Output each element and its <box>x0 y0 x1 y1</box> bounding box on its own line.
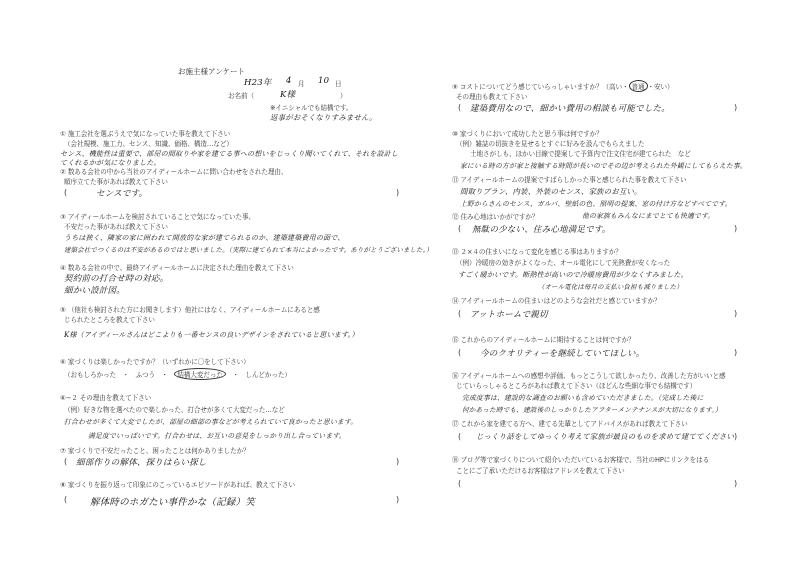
q3-question-2: 不安だった事があれば教えて下さい <box>64 223 168 231</box>
q11-answer-2: 上野からさんのセンス、ガルバ、壁紙の色、照明の提案、窓の付け方などすべてです。 <box>460 200 732 208</box>
q10-answer: 家にいる時の方が家と接触する時間が長いのでその辺が考えられた外観にしてもらえた事。 <box>460 162 747 170</box>
q3-answer-1: うちは狭く、隣家の家に囲われて開放的な家が建てられるのか、建築建築費用の面で、 <box>64 234 345 242</box>
paren-left: ( <box>458 224 462 233</box>
q1-question: ① 施工会社を選ぶうえで気になっていた事を教えて下さい <box>60 130 231 138</box>
reply-note: 返事がおそくなりすみません。 <box>270 113 377 122</box>
q4-question: ④ 数ある会社の中で、最終アイディールホームに決定された理由を教えて下さい <box>60 264 294 272</box>
q18-question-2: ことにご了承いただけるお客様はアドレスを教えて下さい <box>456 467 625 475</box>
q4-answer-1: 契約前の打合せ時の対応。 <box>64 274 169 284</box>
q17-answer: じっくり話をしてゆっくり考えて家族が最良のものを求めて建ててください <box>476 432 735 441</box>
date-month-unit: 月 <box>298 80 305 88</box>
q6-2-answer-2: 満足度でいっぱいです。打合わせは、お互いの意見をしっかり出し合っています。 <box>88 432 346 440</box>
q17-question: ⑰ これから家を建てる方へ、建てる先輩としてアドバイスがあれば教えて下さい <box>452 420 688 428</box>
q10-question: ⑩ 家づくりにおいて成功したと思う事は何ですか？ <box>452 130 603 138</box>
q13-question: ⑬ ２×４の住まいになって変化を感じる事はありますか？ <box>452 248 622 256</box>
q9-answer: 建築費用なので、細かい費用の相談も可能でした。 <box>470 104 670 114</box>
q12-question: ⑫ 住み心地はいかがですか？ <box>452 213 539 221</box>
paren-left: ( <box>458 432 462 441</box>
date-day-unit: 日 <box>335 80 342 88</box>
q10-example-2: 土地さがしも、ほかい目線で提案して予算内で注文住宅が建てられた など <box>470 150 691 158</box>
q12-answer: 無駄の少ない、住み心地満足です。 <box>472 225 611 235</box>
paren-right: ) <box>734 103 738 112</box>
q2-question: ② 数ある会社の中から当社のアイディールホームに問い合わせをされた理由、 <box>60 168 288 176</box>
q6-2-answer-1: 打合わせが多くて大変でしたが、部屋の細部の事などが考えられていて良かったと思います。 <box>64 418 358 426</box>
q8-question: ⑧ 家づくりを振り返って印象にのこっているエピソードがあれば、教えて下さい <box>60 481 295 489</box>
q11-question: ⑪ アイディールホームの提案ですばらしかった事と感じられた事を教えて下さい <box>452 176 687 184</box>
paren-right: ) <box>396 495 400 504</box>
q16-question: ⑯ アイディールホームへの感想や評価、もっとこうして欲しかったり、改善した方がいいと感 <box>452 372 726 380</box>
q14-answer: アットホームで親切 <box>470 310 548 320</box>
q14-question: ⑭ アイディールホームの住まいはどのような会社だと感じていますか？ <box>452 297 661 305</box>
paren-right: ) <box>734 224 738 233</box>
paren-right: ) <box>734 309 738 318</box>
paren-left: ( <box>64 188 68 197</box>
q5-question: ⑤ （他社も検討された方にお聞きします）他社にはなく、アイディールホームにあると感 <box>60 306 320 314</box>
q7-answer: 細部作りの解体、探りはらい探し <box>76 458 207 468</box>
date-year: H23年 <box>244 78 272 88</box>
paren-right: ) <box>734 432 738 441</box>
q11-answer-1: 間取りプラン、内装、外装のセンス、家族のお互い。 <box>460 187 642 196</box>
q18-question: ⑱ ブログ等で家づくりについて紹介いただいているお客様で、当社のHPにリンクをはる <box>452 456 710 464</box>
q9-question-2: その理由も教えて下さい <box>456 93 528 101</box>
date-day: 10 <box>318 76 330 86</box>
survey-title: お施主様アンケート <box>178 67 246 76</box>
paren-right: ) <box>734 348 738 357</box>
paren-left: ( <box>64 457 68 466</box>
q1-options: （会社規模、施工力、センス、知識、価格、構造…など） <box>64 140 233 148</box>
name-value: K様 <box>280 90 296 100</box>
initial-note: ※イニシャルでも結構です。 <box>270 104 353 112</box>
q9-selected-option: 普通 <box>629 80 648 92</box>
paren-right: ) <box>396 188 400 197</box>
q13-answer-2: （オール電化は毎月の支払い負担も減りました） <box>538 283 683 291</box>
q2-question-2: 順序立てた事があれば教えて下さい <box>64 178 168 186</box>
paren-left: ( <box>458 309 462 318</box>
q6-question: ⑥ 家づくりは楽しかったですか？（いずれかに〇をして下さい） <box>60 358 250 366</box>
q6-2-example: （例）好きな物を選べたので楽しかった、打合せが多くて大変だった…など <box>64 406 285 414</box>
q6-selected-option: 結構大変だった <box>174 368 225 380</box>
q12-note: 他の家族もみんなにまでとても快適です。 <box>582 212 715 220</box>
q5-question-2: じられたところを教えて下さい <box>64 316 155 324</box>
q13-answer-1: すごく暖かいです。断熱性が高いので冷暖房費用が少なくすみました。 <box>458 271 688 279</box>
q3-question: ③ アイディールホームを検討されていることで気になっていた事、 <box>60 213 255 221</box>
name-close: ） <box>340 92 347 100</box>
paren-right: ) <box>734 479 738 488</box>
paren-left: ( <box>458 348 462 357</box>
q7-question: ⑦ 家づくりで不安だったこと、困ったことは何かありましたか？ <box>60 447 250 455</box>
q16-question-2: じていらっしゃるところがあれば教えて下さい（ほどんな些細な事でも結構です） <box>456 382 697 390</box>
q13-example: （例）冷暖房の効きがよくなった、オール電化にして光熱費が安くなった <box>456 259 671 267</box>
q5-answer: K様（アイディールさんはどこよりも一番センスの良いデザインをされていると思います。） <box>64 331 359 339</box>
q8-answer: 解体時のホガたい事件かな（記録）笑 <box>90 497 255 508</box>
q15-answer: 今のクオリティーを継続していてほしい。 <box>480 349 645 359</box>
q10-example-1: （例）雑誌の切抜きを見せるとすぐに好みを汲んでもらえました <box>456 140 645 148</box>
q6-options: （おもしろかった ・ ふつう ・ 結構大変だった ・ しんどかった） <box>64 368 291 380</box>
name-label: お名前（ <box>228 92 254 100</box>
paren-left: ( <box>64 495 68 504</box>
paren-right: ) <box>396 457 400 466</box>
date-month: 4 <box>286 76 292 86</box>
q9-question: ⑨ コストについてどう感じていらっしゃいますか？（高い・ 普通 ・安い） <box>452 80 674 92</box>
q4-answer-2: 細かい設計図。 <box>64 286 125 296</box>
q1-answer: センス、機能性は重要で、部屋の間取りや家を建てる事への想いをじっくり聞いてくれて、それを設計してくれるかが気になりました。 <box>60 150 399 167</box>
q3-answer-2: 建築会社でつくるのは不安があるのではと思いました。（実際に建てられて本当によかったです。ありがとうございました。） <box>64 246 433 254</box>
q15-question: ⑮ これからのアイディールホームに期待することは何ですか？ <box>452 336 635 344</box>
q16-answer-1: 完成度事は、建設的な調査のお願いも含めていただきました。（完成した後に <box>462 394 704 402</box>
q2-answer: センスです。 <box>96 189 148 199</box>
paren-left: ( <box>458 103 462 112</box>
q6-2-question: ⑥−２ その理由を教えて下さい <box>60 394 152 402</box>
q16-answer-2: 何かあった時でも、建設後のしっかりしたアフターメンテナンスが大切になります。） <box>462 406 722 414</box>
paren-left: ( <box>458 479 462 488</box>
